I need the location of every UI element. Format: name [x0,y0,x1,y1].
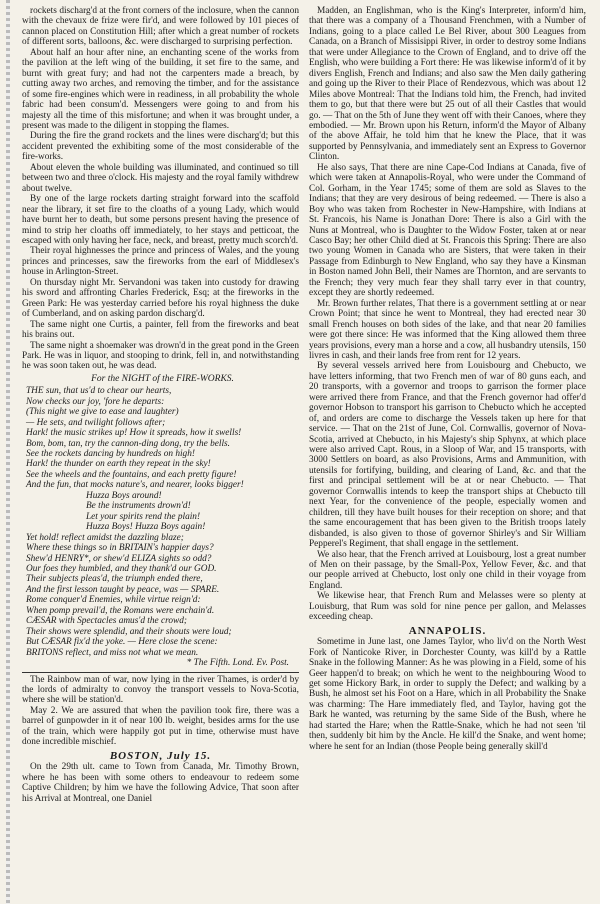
poem-line: Shew'd HENRY*, or shew'd ELIZA sights so odd? [26,553,212,564]
news-paragraph: We also hear, that the French arrived at Louisbourg, lost a great number of Men on their passage, by the Small-Pox, Yellow Fever, &c. and that our people arrived at Chebucto, lost only one child in their voyage from England. [309,549,586,591]
poem-line: (This night we give to ease and laughter) [26,407,179,418]
poem [22,374,299,669]
news-paragraph: About half an hour after nine, an enchanting scene of the works from the pavilion at the left wing of the building, it set fire to the same, and burnt with great fury; and had not the carpenters made a breach, by cutting away two arches, and removing the timber, and for the assistance of some fire-engines which were in readiness, in all probability the whole fabric had been consum'd. Messengers were going to and from his majesty all the time of this misfortune; and when it was brought under, a present was made to the diligent in stopping the flames. [22,47,299,131]
left-news-paragraphs [22,6,299,372]
section-rule [22,672,299,673]
poem-line: Hark! the music strikes up! How it spreads, how it swells! [26,428,242,439]
left-news-paragraphs-2 [22,675,299,748]
news-paragraph: During the fire the grand rockets and the lines were discharg'd; but this accident prevented the exhibiting some of the most considerable of the fire-works. [22,131,299,163]
binding-edge [6,0,10,904]
news-paragraph: We likewise hear, that French Rum and Melasses were so plenty at Louisburg, that Rum was sold for nine pence per gallon, and Melasses exceeding cheap. [309,591,586,623]
poem-line: Huzza Boys around! [86,490,162,501]
news-paragraph: The same night a shoemaker was drown'd in the great pond in the Green Park. He was in liquor, and stooping to drink, fell in, and notwithstanding he was soon taken out, he was dead. [22,340,299,372]
poem-line: Bom, bom, tan, try the cannon-ding dong, try the bells. [26,438,230,449]
poem-line: Our foes they humbled, and they thank'd our GOD. [26,564,217,575]
news-paragraph: Their royal highnesses the prince and princess of Wales, and the young princes and princesses, saw the fireworks from the earl of Middlesex's house in Arlington-Street. [22,246,299,278]
poem-signature: * The Fifth. Lond. Ev. Post. [186,658,289,669]
poem-line: Be the instruments drown'd! [86,501,191,512]
poem-line: Huzza Boys! Huzza Boys again! [86,522,206,533]
news-paragraph: By several vessels arrived here from Louisbourg and Chebucto, we have letters informing, that two French men of war of 80 guns each, and 20 transports, with a governor and troops to garrison the former place were arrived there from France, and that the French governor had offer'd governor Hobson to transport his garrison to Chebucto which he accepted of, and orders are come to discharge the Vessels taken up here for that service. — That on the 21st of June, Col. Cornwallis, governor of Nova-Scotia, arrived at Chebucto, in his Majesty's ship Sphynx, at which place were also arrived Capt. Rous, in a Sloop of War, and 15 transports, with 3000 Settlers on board, as also Provisions, Arms and Ammunition, with utensils for fortifying, building, and clearing of Land, &c. and that the first and principal settlement will be at or near Chebucto. — That governor Cornwallis intends to keep the transport ships at Chebucto till next Year, for the convenience of the people, especially women and children, till they have built houses for their reception on shore; and that the same encouragement that has been given to the British troops lately disbanded, is also given to those of governor Shirley's and Sir William Pepperel's Regiment, that shall engage in the settlement. [309,361,586,550]
poem-line: — He sets, and twilight follows after; [26,417,166,428]
poem-line: Hark! the thunder on earth they repeat in the sky! [26,459,211,470]
poem-line: BRITONS reflect, and miss not what we mean. [26,647,199,658]
poem-line: When pomp prevail'd, the Romans were enchain'd. [26,605,215,616]
annapolis-heading: ANNAPOLIS. [408,624,487,637]
poem-line: And the fun, that mocks nature's, and nearer, looks bigger! [26,480,244,491]
right-news-paragraphs [309,6,586,623]
poem-lines [26,386,299,658]
news-paragraph: He also says, That there are nine Cape-Cod Indians at Canada, five of which were taken at Annapolis-Royal, who were under the Command of Col. Gorham, in the Year 1745; some of them are sold as Slaves to the Indians; that they are very desirous of being redeemed. — There is also a Boy who was taken from Rochester in New-Hampshire, with Indians at St. Francois, his Name is Jonathan Dore: There is also a Girl with the Nuns at Montreal, who is Daughter to the Widow Foster, taken at or near Casco Bay; her other Child died at St. Francois this Spring: There are also two young Women in Canada who are Sisters, that were taken in their Passage from Edinburgh to New England, who say they have a Kinsman in Boston named John Bell, their Names are Thornton, and are servants to the French; they very much fear they shall tarry ever in that country, except they are shortly redeemed. [309,162,586,299]
right-column [309,6,586,898]
poem-title: For the NIGHT of the FIRE-WORKS. [91,373,234,384]
poem-line: Let your spirits rend the plain! [86,511,201,522]
poem-line: See the wheels and the fountains, and each pretty figure! [26,469,237,480]
poem-line: Where these things so in BRITAIN's happier days? [26,543,214,554]
boston-heading: BOSTON, July 15. [109,749,212,762]
left-column [22,6,299,898]
annapolis-text: Sometime in June last, one James Taylor, who liv'd on the North West Fork of Nanticoke River, in Dorchester County, was kill'd by a Rattle Snake in the following Manner: As he was plowing in a Field, some of his Geer happen'd to break; on which he went to the neighbouring Wood to get some Hickory Bark, in order to supply the Defect; and walking by a Bush, he almost set his Foot on a Hare, which in all Probability the Snake was charming: The Hare immediately fled, and Taylor, having got the Bark he wanted, was returning by the same Side of the Bush, where he had started the Hare; when the Rattle-Snake, which he had not seen 'til then, suddenly bit him by the Ancle. He kill'd the Snake, and went home; where he sent for an Indian (those People being generally skill'd [309,637,586,752]
poem-line: And the first lesson taught by peace, was — SPARE. [26,584,220,595]
poem-line: Now checks our joy, 'fore he departs: [26,396,165,407]
news-paragraph: Mr. Brown further relates, That there is a government settling at or near Crown Point; that since he went to Montreal, they had erected near 30 small French houses on both sides of the lake, and that near 20 families were got there since: He was informed that the King allowed them three years provisions, every man a horse and a cow, all husbandry utensils, 150 livres in cash, and their lands free from rent for 12 years. [309,298,586,361]
poem-line: Their subjects pleas'd, the triumph ended there, [26,574,203,585]
news-paragraph: About eleven the whole building was illuminated, and continued so till between two and three o'clock. His majesty and the royal family withdrew about twelve. [22,162,299,194]
news-paragraph: rockets discharg'd at the front corners of the inclosure, when the cannon with the chevaux de frize were fir'd, and were followed by 101 pieces of cannon placed on Constitution Hill; after which a great number of rockets of different sorts, balloons, &c. were discharged to surprising perfection. [22,6,299,48]
poem-line: Yet hold! reflect amidst the dazzling blaze; [26,532,184,543]
news-paragraph: Madden, an Englishman, who is the King's Interpreter, inform'd him, that there was a company of a Thousand Frenchmen, with a Number of Indians, going to a place called Le Bel River, about 300 Leagues from Canada, on a Branch of Missisippi River, in order to destroy some Indians that were under Allegiance to the Crown of England, and to drive off the English, who were building a Fort there: He was likewise inform'd of it by divers English, French and Indians; and also saw the Men daily gathering and going up the River to their Place of Rendezvous, which was about 12 Miles above Montreal: That the Indians told him, the French, had invited them to go, but that there were but 25 out of all their Castles that would go. — That on the 5th of June they went off with their Canoes, where they embodied. — Mr. Brown upon his Return, inform'd the Mayor of Albany of the above Affair, he told him that he knew the Place, that it was supported by Pennsylvania, and immediately sent an Express to Governor Clinton. [309,6,586,163]
poem-line: CÆSAR with Spectacles amus'd the crowd; [26,616,187,627]
boston-text: On the 29th ult. came to Town from Canada, Mr. Timothy Brown, where he has been with some others to endeavour to redeem some Captive Children; by him we have the following Advice, That soon after his Arrival at Montreal, one Daniel [22,762,299,804]
news-paragraph: May 2. We are assured that when the pavilion took fire, there was a barrel of gunpowder in it of near 100 lb. weight, besides arms for the use of the train, which were happily got put in time, otherwise must have done incredible mischief. [22,705,299,748]
poem-line: See the rockets dancing by hundreds on high! [26,449,195,460]
news-paragraph: By one of the large rockets darting straight forward into the scaffold near the library, it set fire to the cloaths of a young Lady, which would have burnt her to death, but some persons present having the presence of mind to strip her cloaths off immediately, to her stays and petticoat, the escaped with only having her face, neck, and breast, pretty much scorch'd. [22,194,299,246]
news-paragraph: The same night one Curtis, a painter, fell from the fireworks and beat his brains out. [22,319,299,341]
news-paragraph: The Rainbow man of war, now lying in the river Thames, is order'd by the lords of admiralty to convoy the transport vessels to Nova-Scotia, where she will be station'd. [22,674,299,706]
poem-line: Their shows were splendid, and their shouts were loud; [26,626,232,637]
news-paragraph: On thursday night Mr. Servandoni was taken into custody for drawing his sword and affronting Charles Frederick, Esq; at the fireworks in the Green Park: He was yesterday carried before his royal highness the duke of Cumberland, and on asking pardon discharg'd. [22,277,299,320]
poem-line: THE sun, that us'd to chear our hearts, [26,386,172,397]
poem-line: Rome conquer'd Enemies, while virtue reign'd: [26,595,201,606]
poem-line: But CÆSAR fix'd the yoke. — Here close the scene: [26,637,218,648]
